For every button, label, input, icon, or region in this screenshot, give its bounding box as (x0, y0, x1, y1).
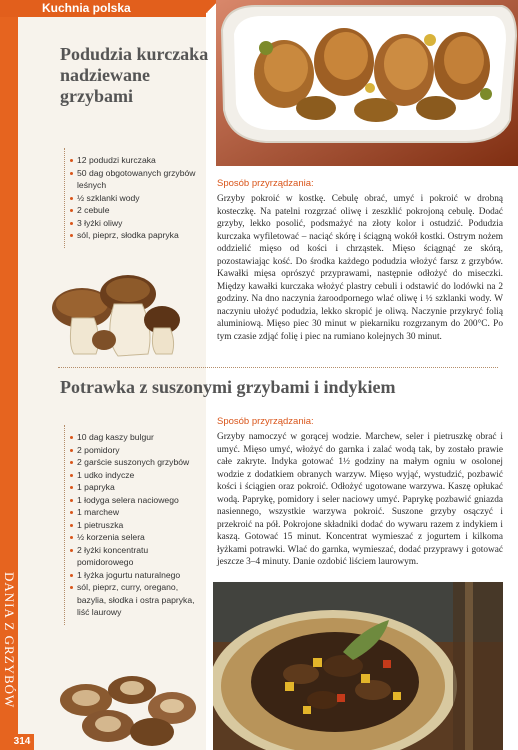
recipe2-method-text: Grzyby namoczyć w gorącej wodzie. Marchew, seler i pietruszkę obrać i umyć. Mięso umyć, włożyć do garnka i zalać wodą tak, by zostało prawie całe zakryte. Indyka gotować 1½ godziny na małym ogniu w osolonej wodzie z dodatkiem obranych warzyw. Mięso wyjąć, wystudzić, pozbawić kości i ściągien oraz pokroić. Odłożyć ugotowane warzywa. Kaszę opłukać wodą. Paprykę, pomidory i seler naciowy umyć. Paprykę pozbawić gniazda nasiennego, wszystkie warzywa pokroić. Suszone grzyby osączyć i przekroić na pół. Pokrojone składniki dodać do wywaru razem z indykiem i kaszą. Gotować 15 minut. Koncentrat wymieszać z jogurtem i kilkoma łyżkami potrawki. Wlać do garnka, wymieszać, dodać przyprawy i gotować jeszcze 3–4 minuty. Danie ozdobić liściem laurowym. (217, 432, 503, 567)
ingredient-item: 1 marchew (65, 506, 197, 519)
ingredient-item: sól, pieprz, curry, oregano, bazylia, słodka i ostra papryka, liść laurowy (65, 581, 197, 619)
ingredient-item: 2 łyżki koncentratu pomidorowego (65, 544, 197, 569)
ingredient-item: 10 dag kaszy bulgur (65, 431, 197, 444)
page-number: 314 (10, 734, 34, 750)
ingredient-item: 2 cebule (65, 204, 197, 217)
recipe1-method-label: Sposób przyrządzania: (217, 178, 314, 189)
header-tab-corner (206, 0, 216, 17)
recipe1-title: Podudzia kurczaka nadziewane grzybami (60, 44, 209, 106)
ingredient-item: 1 udko indycze (65, 469, 197, 482)
left-column-background (0, 0, 206, 750)
recipe1-ingredient-list (64, 148, 197, 248)
ingredient-item: ½ korzenia selera (65, 531, 197, 544)
section-header: Kuchnia polska (0, 0, 206, 17)
ingredient-item: 50 dag obgotowanych grzybów leśnych (65, 167, 197, 192)
ingredient-item: 1 łyżka jogurtu naturalnego (65, 569, 197, 582)
mushroom-stew-photo (213, 582, 503, 750)
ingredient-item: 2 pomidory (65, 444, 197, 457)
ingredient-item: sól, pieprz, słodka papryka (65, 229, 197, 242)
ingredient-item: 1 pietruszka (65, 519, 197, 532)
roasted-chicken-photo (216, 0, 518, 166)
recipe2-method-label: Sposób przyrządzania: (217, 416, 314, 427)
ingredient-item: 3 łyżki oliwy (65, 217, 197, 230)
dried-mushroom-illustration (52, 668, 202, 748)
recipe1-method-text: Grzyby pokroić w kostkę. Cebulę obrać, umyć i pokroić w drobną kosteczkę. Na patelni rozgrzać oliwę i zeszklić pokrojoną cebulę. Dodać grzyby, lekko posolić, podsmażyć na złoty kolor i ostudzić. Podudzia kurczaka wyfiletować – naciąć skórę i ściągną wokół kostki. Ostrym nożem oddzielić mięso od kości i chrząstek. Mięso ściągnąć ze skórą, pozostawiając kość. Do środka każdego podudzia włożyć farsz z grzybów. Kawałki mięsa oprószyć przyprawami, następnie odłożyć do miseczki. Między kawałki kurczaka włożyć plastry cebuli i odstawić do lodówki na 2 godziny. Na dno naczynia żaroodpornego wlać oliwę i ½ szklanki wody. W naczyniu ułożyć podudzia, lekko skropić je oliwą. Naczynie przykryć folią aluminiową. Mięso piec 30 minut w piekarniku rozgrzanym do 200°C. Po tym czasie zdjąć folię i piec na rumiano kolejnych 30 minut. (217, 194, 503, 342)
ingredient-item: 1 papryka (65, 481, 197, 494)
ingredient-item: 2 garście suszonych grzybów (65, 456, 197, 469)
ingredient-item: ½ szklanki wody (65, 192, 197, 205)
porcini-mushroom-illustration (44, 268, 184, 360)
ingredient-item: 12 podudzi kurczaka (65, 154, 197, 167)
ingredient-item: 1 łodyga selera naciowego (65, 494, 197, 507)
section-divider (58, 367, 498, 368)
chapter-side-label: DANIA Z GRZYBÓW (2, 571, 17, 709)
recipe2-title: Potrawka z suszonymi grzybami i indykiem (60, 377, 396, 397)
recipe2-ingredient-list (64, 425, 197, 625)
